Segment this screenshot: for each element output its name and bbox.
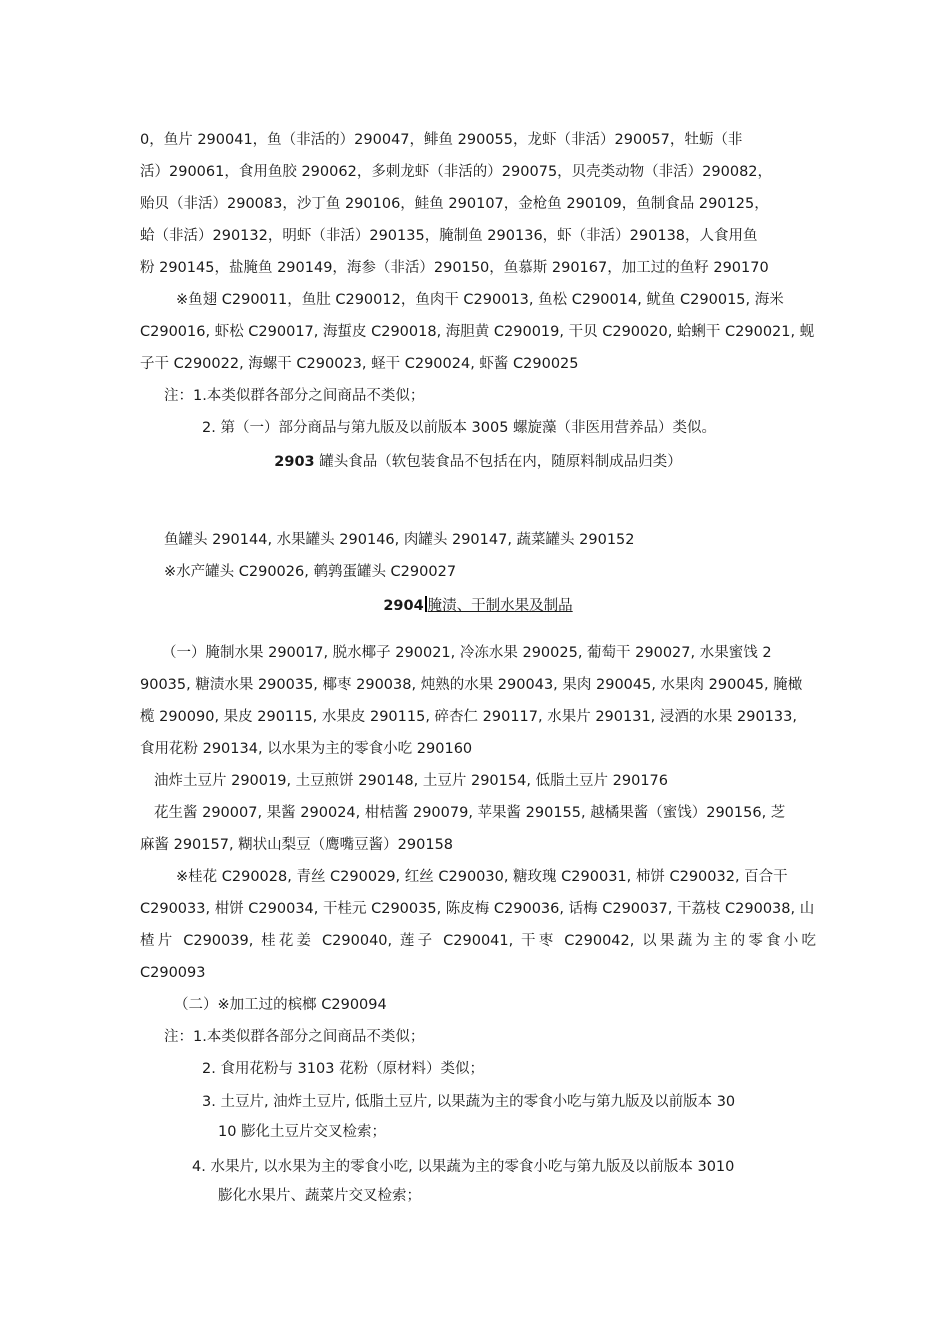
text-line: （一）腌制水果 290017, 脱水椰子 290021, 冷冻水果 290025, 葡萄干 290027, 水果蜜饯 2 bbox=[162, 645, 772, 661]
note-item-4-cont: 膨化水果片、蔬菜片交叉检索； bbox=[218, 1188, 421, 1204]
text-line: 活）290061，食用鱼胶 290062，多刺龙虾（非活的）290075，贝壳类动物（非活）290082， bbox=[140, 164, 773, 180]
note-item-3: 3. 土豆片, 油炸土豆片, 低脂土豆片, 以果蔬为主的零食小吃与第九版及以前版本 30 bbox=[202, 1094, 736, 1110]
text-line: 0，鱼片 290041，鱼（非活的）290047，鲱鱼 290055，龙虾（非活）290057，牡蛎（非 bbox=[140, 132, 743, 148]
note-line: 2. 第（一）部分商品与第九版及以前版本 3005 螺旋藻（非医用营养品）类似。 bbox=[202, 420, 717, 436]
section-code: 2904 bbox=[383, 598, 424, 614]
text-line: ※桂花 C290028, 青丝 C290029, 红丝 C290030, 糖玫瑰 C290031, 柿饼 C290032, 百合干 bbox=[176, 869, 788, 885]
section-title: 腌渍、干制水果及制品 bbox=[427, 598, 573, 614]
note-line: 注：1.本类似群各部分之间商品不类似； bbox=[164, 388, 425, 404]
text-line: ※鱼翅 C290011，鱼肚 C290012，鱼肉干 C290013, 鱼松 C290014, 鱿鱼 C290015, 海米 bbox=[176, 292, 784, 308]
text-line: 粉 290145，盐腌鱼 290149，海参（非活）290150，鱼慕斯 290167，加工过的鱼籽 290170 bbox=[140, 260, 769, 276]
text-line: 花生酱 290007, 果酱 290024, 柑桔酱 290079, 苹果酱 290155, 越橘果酱（蜜饯）290156, 芝 bbox=[154, 805, 786, 821]
text-line: 榄 290090, 果皮 290115, 水果皮 290115, 碎杏仁 290117, 水果片 290131, 浸酒的水果 290133, bbox=[140, 709, 797, 725]
text-line: 蛤（非活）290132，明虾（非活）290135，腌制鱼 290136，虾（非活）290138，人食用鱼 bbox=[140, 228, 758, 244]
text-line: 90035, 糖渍水果 290035, 椰枣 290038, 炖熟的水果 290043, 果肉 290045, 水果肉 290045, 腌橄 bbox=[140, 677, 803, 693]
text-line: C290016, 虾松 C290017, 海蜇皮 C290018, 海胆黄 C290019, 干贝 C290020, 蛤蜊干 C290021, 蚬 bbox=[140, 324, 815, 340]
text-line: 贻贝（非活）290083，沙丁鱼 290106，鲑鱼 290107，金枪鱼 290109，鱼制食品 290125， bbox=[140, 196, 769, 212]
text-line: 麻酱 290157, 糊状山梨豆（鹰嘴豆酱）290158 bbox=[140, 837, 454, 853]
text-line: C290033, 柑饼 C290034, 干桂元 C290035, 陈皮梅 C290036, 话梅 C290037, 干荔枝 C290038, 山 bbox=[140, 901, 815, 917]
section-title: 罐头食品（软包装食品不包括在内，随原料制成品归类） bbox=[319, 454, 682, 470]
section-heading-2903 bbox=[140, 446, 816, 478]
text-line: 食用花粉 290134, 以水果为主的零食小吃 290160 bbox=[140, 741, 473, 757]
note-item-2: 2. 食用花粉与 3103 花粉（原材料）类似； bbox=[202, 1061, 485, 1077]
note-line: 注：1.本类似群各部分之间商品不类似； bbox=[164, 1029, 425, 1045]
text-cursor bbox=[425, 596, 427, 612]
note-item-3-cont: 10 膨化土豆片交叉检索； bbox=[218, 1124, 387, 1140]
potato-line: 油炸土豆片 290019, 土豆煎饼 290148, 土豆片 290154, 低脂土豆片 290176 bbox=[154, 773, 668, 789]
section-heading-2904 bbox=[140, 590, 816, 622]
note-item-4: 4. 水果片, 以水果为主的零食小吃, 以果蔬为主的零食小吃与第九版及以前版本 3010 bbox=[192, 1159, 735, 1175]
text-line: 子干 C290022, 海螺干 C290023, 蛏干 C290024, 虾酱 C290025 bbox=[140, 356, 579, 372]
section-code: 2903 bbox=[274, 454, 315, 470]
text-line: ※水产罐头 C290026, 鹌鹑蛋罐头 C290027 bbox=[164, 564, 457, 580]
text-line: C290093 bbox=[140, 965, 206, 981]
part-two-line: （二）※加工过的槟榔 C290094 bbox=[174, 997, 387, 1013]
text-line: 鱼罐头 290144, 水果罐头 290146, 肉罐头 290147, 蔬菜罐头 290152 bbox=[164, 532, 635, 548]
text-line: 楂片 C290039, 桂花姜 C290040, 莲子 C290041, 干枣 C290042, 以果蔬为主的零食小吃 bbox=[140, 933, 816, 949]
